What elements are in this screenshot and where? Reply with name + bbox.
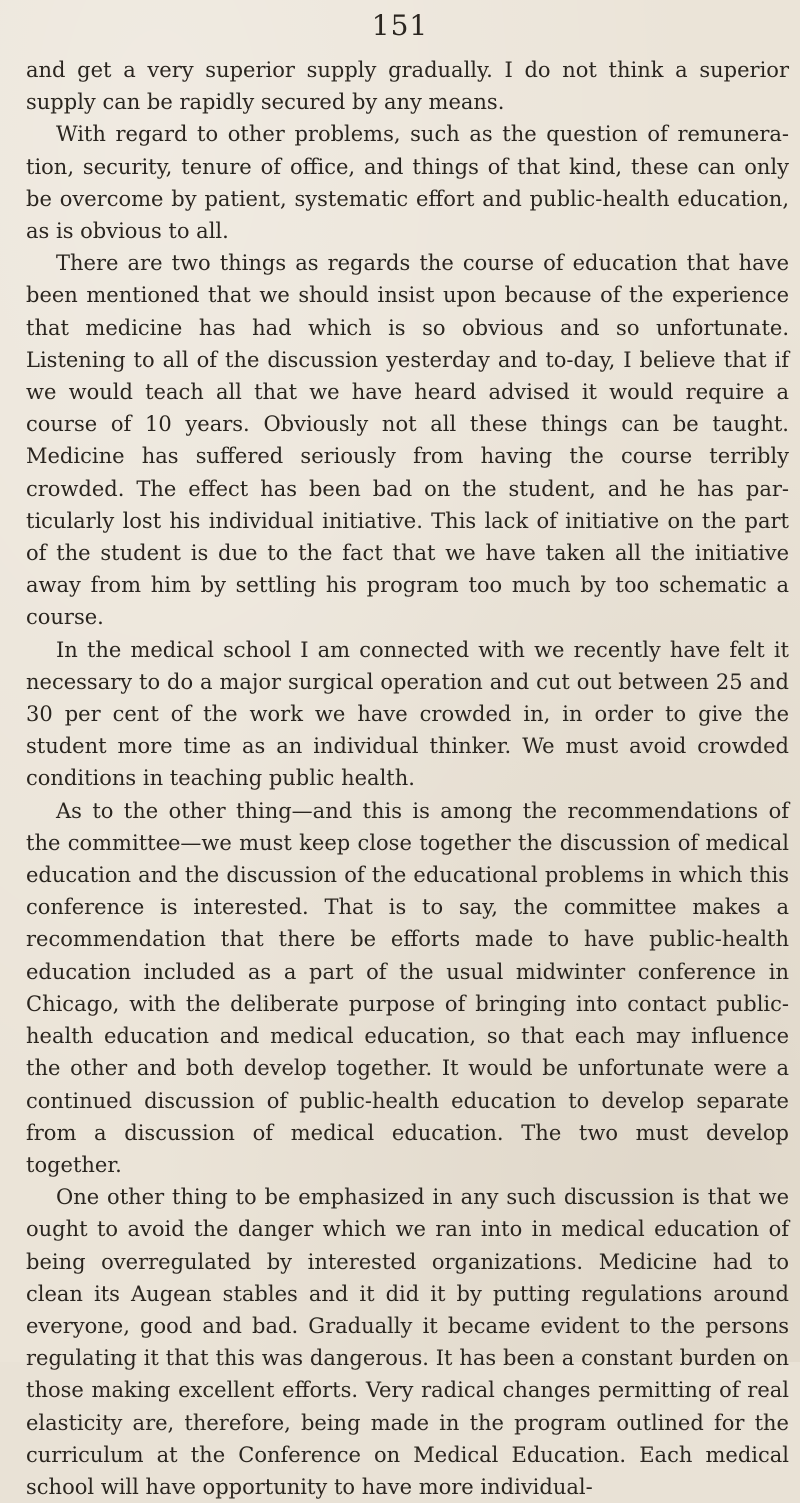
paragraph-overregulation: One other thing to be emphasized in any such discussion is that we ought to avoid the danger which we ran into in medical education of being overregulated by interested organizations. Medicine had to clean its Augean stables and it did it by putting regulations around everyone, good and bad. Gradually it became evident to the persons regulating it that this was dangerous. It has been a constant burden on those making excellent efforts. Very radical changes permitting of real elasticity are, therefore, being made in the program outlined for the curriculum at the Conference on Medical Education. Each medical school will have opportunity to have more individual- [26, 1185, 789, 1499]
paragraph-course-of-education: There are two things as regards the course of education that have been mentioned that we should insist upon because of the experience that medicine has had which is so obvious and so unfortunate. Listening to all of the discussion yesterday and to-day, I believe that if we would teach all that we have heard advised it would require a course of 10 years. Obviously not all these things can be taught. Medicine has suffered seriously from having the course terribly crowded. The effect has been bad on the student, and he has particularly lost his individual initiative. This lack of initiative on the part of the student is due to the fact that we have taken all the initiative away from him by settling his program too much by too schematic a course. [26, 251, 789, 630]
paragraph-medical-school: In the medical school I am connected with we recently have felt it necessary to do a major surgical operation and cut out between 25 and 30 per cent of the work we have crowded in, in order to give the student more time as an individual thinker. We must avoid crowded conditions in teaching public health. [26, 637, 789, 791]
paragraph-remuneration: With regard to other problems, such as the question of remuneration, security, tenure of office, and things of that kind, these can only be overcome by patient, systematic effort and public-health education, as is obvious to all. [26, 122, 789, 244]
body-text [26, 54, 789, 1503]
paragraph-committee-recommendation: As to the other thing—and this is among the recommendations of the committee—we must keep close together the discussion of medical education and the discussion of the educational problems in which this conference is interested. That is to say, the committee makes a recommendation that there be efforts made to have public-health education included as a part of the usual midwinter conference in Chicago, with the deliberate purpose of bringing into contact public-health education and medical education, so that each may influence the other and both develop together. It would be unfortunate were a continued discussion of public-health education to develop separate from a discussion of medical education. The two must develop together. [26, 798, 789, 1177]
paragraph-continued: and get a very superior supply gradually. I do not think a superior supply can be rapidly secured by any means. [26, 58, 789, 115]
page-number: 151 [371, 9, 429, 42]
